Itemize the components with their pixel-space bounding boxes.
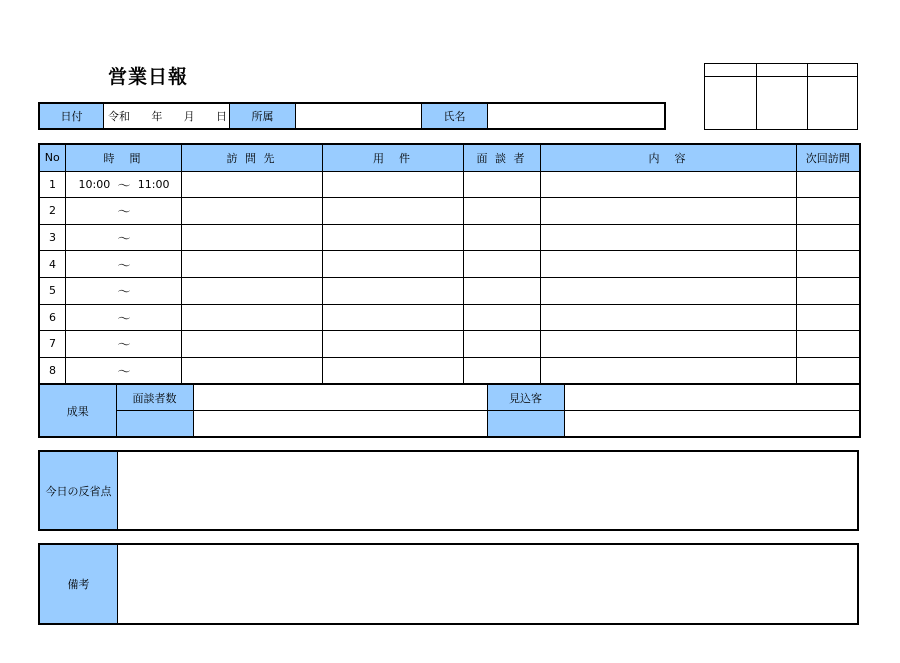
column-header-purpose: 用 件 bbox=[322, 144, 463, 171]
header-info-row bbox=[38, 102, 666, 130]
table-row: 7 ～ bbox=[39, 331, 860, 358]
notes-section bbox=[38, 543, 859, 625]
results-label: 成果 bbox=[39, 384, 116, 437]
notes-label: 備考 bbox=[40, 545, 118, 623]
approval-stamp-box bbox=[704, 63, 858, 130]
column-header-no: No bbox=[39, 144, 65, 171]
time-cell[interactable]: ～ bbox=[65, 198, 181, 225]
prospects-field-2[interactable] bbox=[564, 411, 860, 438]
prospects-field[interactable] bbox=[564, 384, 860, 411]
table-row: 4 ～ bbox=[39, 251, 860, 278]
column-header-next-visit: 次回訪問 bbox=[796, 144, 860, 171]
time-cell[interactable]: ～ bbox=[65, 277, 181, 304]
date-field[interactable]: 令和 年 月 日 bbox=[104, 104, 230, 128]
table-row: 2 ～ bbox=[39, 198, 860, 225]
table-row: 8 ～ bbox=[39, 357, 860, 384]
table-row: 1 10:00 ～ 11:00 bbox=[39, 171, 860, 198]
notes-field[interactable] bbox=[118, 545, 857, 623]
reflection-label: 今日の反省点 bbox=[40, 452, 118, 529]
time-cell[interactable]: 10:00 ～ 11:00 bbox=[65, 171, 181, 198]
table-row: 6 ～ bbox=[39, 304, 860, 331]
time-cell[interactable]: ～ bbox=[65, 251, 181, 278]
column-header-interviewee: 面 談 者 bbox=[463, 144, 540, 171]
table-row: 3 ～ bbox=[39, 224, 860, 251]
column-header-visit-destination: 訪 問 先 bbox=[181, 144, 322, 171]
results-table bbox=[38, 383, 861, 438]
meetings-count-field-2[interactable] bbox=[193, 411, 487, 438]
page-title: 営業日報 bbox=[108, 66, 189, 88]
time-cell[interactable]: ～ bbox=[65, 304, 181, 331]
department-field[interactable] bbox=[296, 104, 422, 128]
prospects-label: 見込客 bbox=[487, 384, 564, 411]
department-label: 所属 bbox=[230, 104, 296, 128]
reflection-section bbox=[38, 450, 859, 531]
name-field[interactable] bbox=[488, 104, 664, 128]
date-label: 日付 bbox=[40, 104, 104, 128]
name-label: 氏名 bbox=[422, 104, 488, 128]
meetings-count-label: 面談者数 bbox=[116, 384, 193, 411]
time-cell[interactable]: ～ bbox=[65, 331, 181, 358]
table-row: 5 ～ bbox=[39, 277, 860, 304]
visit-log-table bbox=[38, 143, 861, 385]
meetings-count-value-cell[interactable] bbox=[116, 411, 193, 438]
meetings-count-field[interactable] bbox=[193, 384, 487, 411]
table-header-row bbox=[39, 144, 860, 171]
prospects-value-cell[interactable] bbox=[487, 411, 564, 438]
column-header-content: 内 容 bbox=[540, 144, 796, 171]
reflection-field[interactable] bbox=[118, 452, 857, 529]
time-cell[interactable]: ～ bbox=[65, 357, 181, 384]
column-header-time: 時 間 bbox=[65, 144, 181, 171]
time-cell[interactable]: ～ bbox=[65, 224, 181, 251]
